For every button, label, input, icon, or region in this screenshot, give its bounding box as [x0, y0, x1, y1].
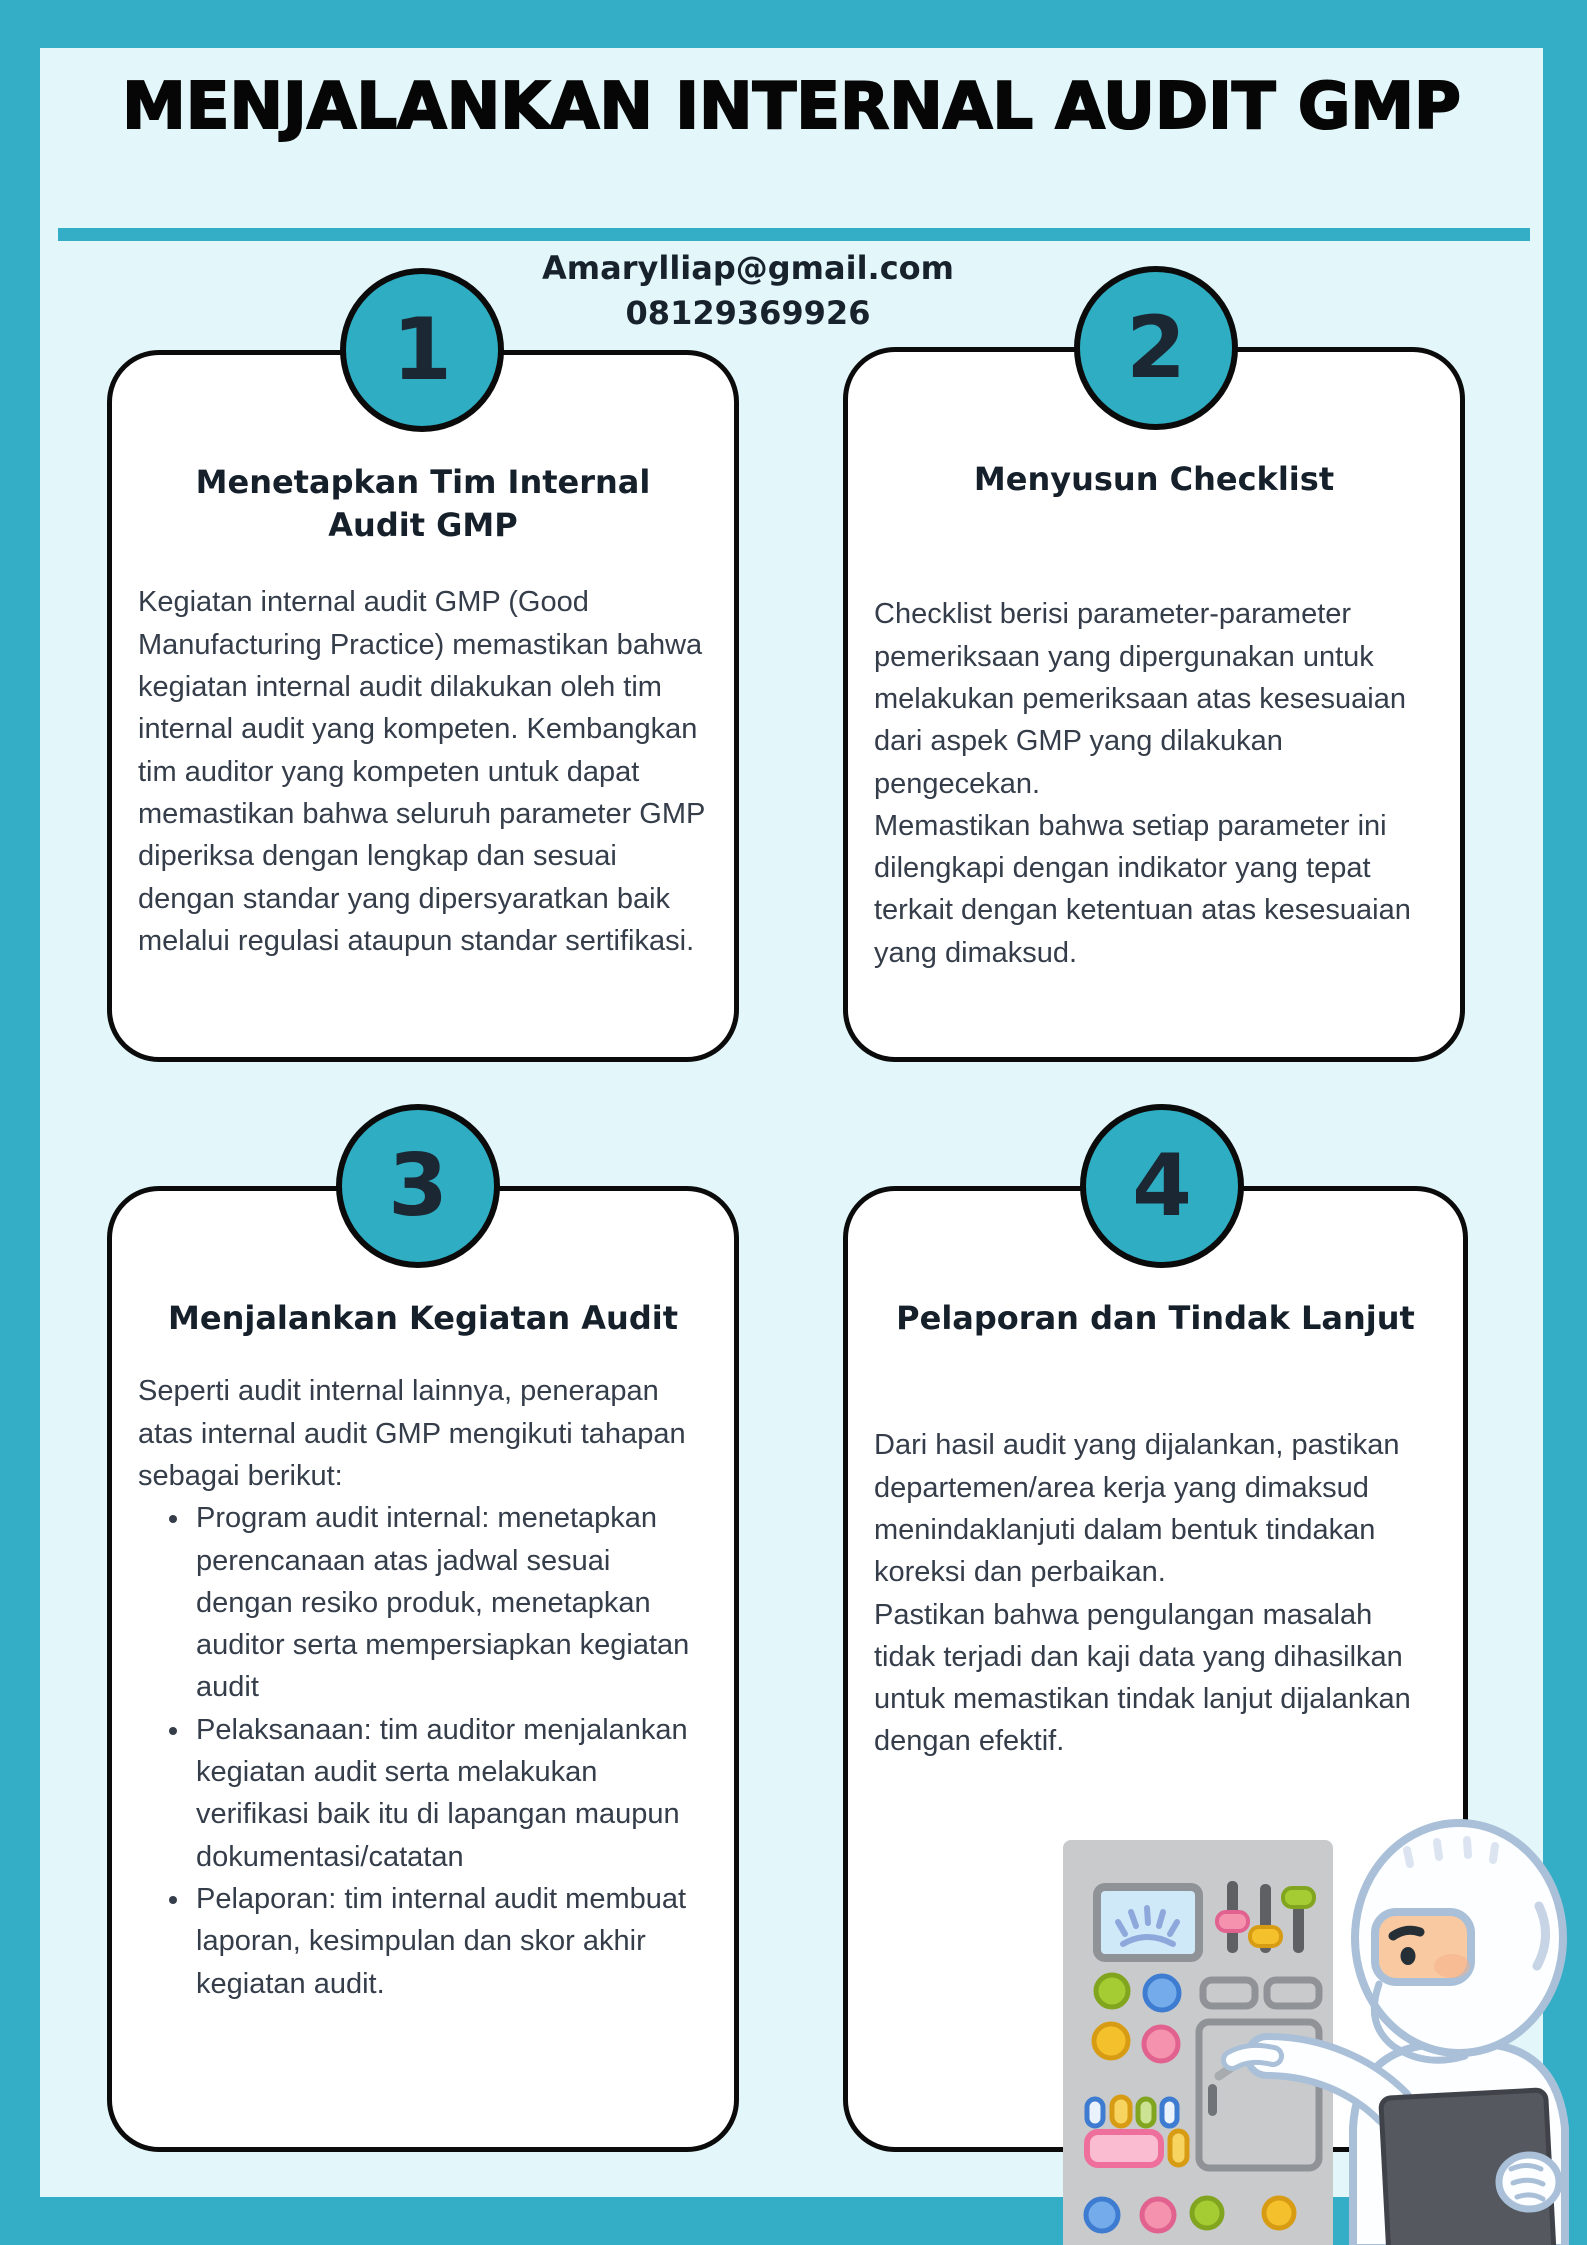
pink-bar-button	[1087, 2132, 1161, 2165]
step-3-bullet: • Pelaporan: tim internal audit membuat laporan, kesimpulan dan skor akhir kegiatan audit.	[192, 1878, 710, 2005]
step-3-title: Menjalankan Kegiatan Audit	[168, 1299, 678, 1337]
step-number-4-badge	[1080, 1104, 1244, 1268]
title-divider	[58, 228, 1530, 241]
step-1-body	[138, 581, 710, 962]
step-4-title: Pelaporan dan Tindak Lanjut	[896, 1299, 1415, 1337]
step-number-4: 4	[1132, 1136, 1192, 1236]
step-2-title: Menyusun Checklist	[973, 460, 1335, 498]
step-number-2-badge	[1074, 266, 1238, 430]
step-4-body	[874, 1424, 1439, 1763]
step-2-paragraph: Memastikan bahwa setiap parameter ini dilengkapi dengan indikator yang tepat terkait dengan ketentuan atas kesesuaian yang dimaksud.	[874, 809, 1411, 969]
step-4-paragraph: Pastikan bahwa pengulangan masalah tidak terjadi dan kaji data yang dihasilkan untuk memastikan tindak lanjut dijalankan dengan efektif.	[874, 1598, 1411, 1758]
step-4-paragraph: Dari hasil audit yang dijalankan, pastikan departemen/area kerja yang dimaksud menindaklanjuti dalam bentuk tindakan koreksi dan perbaikan.	[874, 1429, 1400, 1589]
contact-phone: 08129369926	[625, 294, 871, 332]
step-number-3-badge	[336, 1104, 500, 1268]
contact-info	[0, 246, 1496, 336]
page-title: MENJALANKAN INTERNAL AUDIT GMP	[122, 70, 1461, 144]
step-1-paragraph: Kegiatan internal audit GMP (Good Manufacturing Practice) memastikan bahwa kegiatan internal audit dilakukan oleh tim internal audit yang kompeten. Kembangkan tim auditor yang kompeten untuk dapat memastikan bahwa seluruh parameter GMP diperiksa dengan lengkap dan sesuai dengan standar yang dipersyaratkan baik melalui regulasi ataupun standar sertifikasi.	[138, 586, 705, 957]
step-3-paragraph: Seperti audit internal lainnya, penerapan atas internal audit GMP mengikuti tahapan sebagai berikut:	[138, 1375, 686, 1492]
step-2-paragraph: Checklist berisi parameter-parameter pemeriksaan yang dipergunakan untuk melakukan pemeriksaan atas kesesuaian dari aspek GMP yang dilakukan pengecekan.	[874, 598, 1406, 800]
step-3-bullet-list	[138, 1497, 710, 2005]
slider-controls-icon	[1217, 1881, 1314, 1953]
step-number-3: 3	[388, 1136, 448, 1236]
step-number-2: 2	[1126, 298, 1186, 398]
worker-hand	[1499, 2155, 1559, 2209]
step-card-1	[107, 350, 739, 1062]
yellow-pill-button	[1170, 2131, 1187, 2165]
gauge-meter-icon	[1097, 1887, 1199, 1958]
contact-email: Amarylliap@gmail.com	[542, 249, 954, 287]
step-card-3	[107, 1186, 739, 2152]
cleanroom-worker-illustration	[1027, 1788, 1587, 2245]
step-2-body	[874, 593, 1436, 974]
worker-head	[1355, 1823, 1563, 2060]
step-3-body	[138, 1370, 710, 2005]
step-3-bullet: • Pelaksanaan: tim auditor menjalankan kegiatan audit serta melakukan verifikasi baik itu di lapangan maupun dokumentasi/catatan	[192, 1709, 710, 1878]
step-number-1-badge	[340, 268, 504, 432]
worker-eye	[1401, 1947, 1416, 1965]
step-number-1: 1	[392, 300, 452, 400]
step-3-bullet: • Program audit internal: menetapkan perencanaan atas jadwal sesuai dengan resiko produk, menetapkan auditor serta mempersiapkan kegiatan audit	[192, 1497, 710, 1709]
step-card-2	[843, 347, 1465, 1062]
step-1-title: Menetapkan Tim Internal Audit GMP	[195, 463, 651, 545]
